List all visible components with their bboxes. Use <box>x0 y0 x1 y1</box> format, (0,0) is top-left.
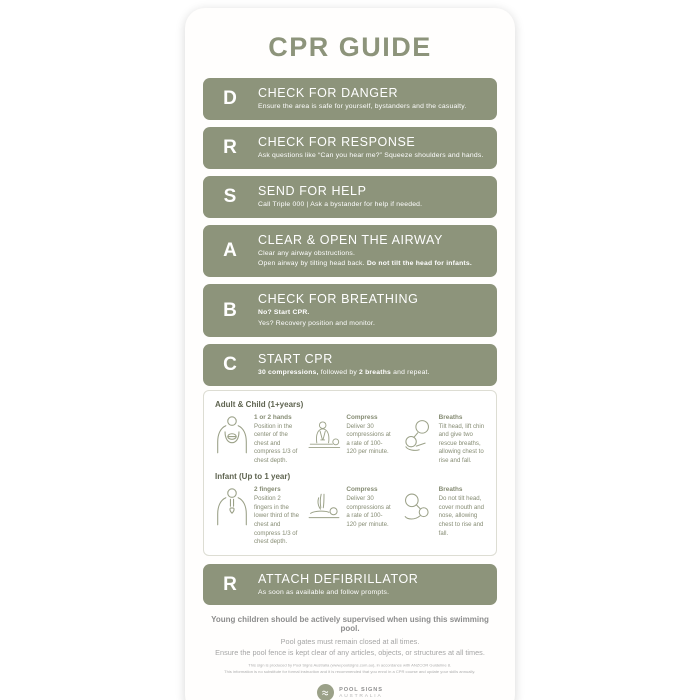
item-text <box>439 414 485 466</box>
step-letter: B <box>223 299 237 321</box>
step-subtext: Call Triple 000 | Ask a bystander for help if needed. <box>258 200 423 208</box>
step-heading: CHECK FOR DANGER <box>258 86 399 100</box>
logo-country: AUSTRALIA <box>339 693 383 699</box>
step-letter: R <box>223 136 237 158</box>
step-send-for-help <box>203 176 497 218</box>
step-subtext: Clear any airway obstructions. <box>258 249 356 257</box>
item-title: Compress <box>346 413 378 421</box>
item-desc: Deliver 30 compressions at a rate of 100-120 per minute. <box>346 495 391 528</box>
step-airway <box>203 225 497 278</box>
infant-finger-position-icon <box>215 486 249 528</box>
step-subtext: Ensure the area is safe for yourself, bystanders and the casualty. <box>258 103 467 110</box>
fineprint-block <box>213 663 488 675</box>
item-title: Breaths <box>438 413 463 421</box>
step-response <box>203 127 497 169</box>
step-letter: D <box>223 87 237 109</box>
item-desc: Position 2 fingers in the lower third of the chest and compress 1/3 of chest depth. <box>254 495 300 546</box>
technique-item <box>307 486 392 546</box>
item-desc: Do not tilt head, cover mouth and nose, allowing chest to rise and fall. <box>438 495 485 537</box>
item-desc: Position in the center of the chest and compress 1/3 of chest depth. <box>254 422 298 464</box>
logo-brand-name: POOL SIGNS <box>339 686 383 693</box>
logo-text <box>339 687 383 699</box>
step-subtext: Open airway by tilting head back. Do not tilt the head for infants. <box>258 260 472 268</box>
item-text <box>254 414 300 466</box>
item-title: Breaths <box>438 486 463 494</box>
technique-item <box>400 486 485 546</box>
sign-footer <box>203 615 497 700</box>
step-body <box>258 184 422 210</box>
adult-child-section <box>215 400 485 466</box>
infant-rescue-breaths-icon <box>400 486 434 528</box>
item-text <box>254 486 300 546</box>
adult-compression-icon <box>307 414 341 456</box>
pool-fence-rule: Ensure the pool fence is kept clear of any articles, objects, or structures at all times. <box>215 648 485 658</box>
item-title: 1 or 2 hands <box>254 413 292 421</box>
step-letter: C <box>223 353 237 375</box>
cpr-technique-panel <box>203 390 497 556</box>
step-body <box>258 572 418 598</box>
fineprint-producer: This sign is produced by Pool Signs Australia (www.poolsigns.com.au), in accordance with ANZCOR Guideline 8. <box>248 663 452 668</box>
step-heading: ATTACH DEFIBRILLATOR <box>258 571 419 586</box>
step-breathing <box>203 284 497 337</box>
pool-signs-australia-logo <box>203 684 497 700</box>
cpr-guide-sign <box>185 8 515 700</box>
item-title: Compress <box>346 486 378 494</box>
step-letter: S <box>223 185 237 207</box>
step-heading: CLEAR & OPEN THE AIRWAY <box>258 232 443 247</box>
step-body <box>258 292 418 329</box>
step-letter: A <box>223 239 237 261</box>
step-body <box>258 233 472 270</box>
step-start-cpr <box>203 344 497 386</box>
infant-section <box>215 472 485 546</box>
step-defibrillator <box>203 564 497 606</box>
step-letter: R <box>223 573 237 595</box>
step-heading: CHECK FOR BREATHING <box>258 292 419 307</box>
item-desc: Deliver 30 compressions at a rate of 100-120 per minute. <box>346 422 391 456</box>
adult-hand-position-icon <box>215 414 249 456</box>
step-subtext: 30 compressions, followed by 2 breaths and repeat. <box>258 368 430 376</box>
technique-item <box>400 414 485 466</box>
sign-title: CPR GUIDE <box>268 32 432 62</box>
infant-compression-icon <box>307 486 341 528</box>
pool-gates-rule: Pool gates must remain closed at all times. <box>280 637 420 647</box>
step-body <box>258 135 484 161</box>
step-subtext: Ask questions like “Can you hear me?” Squeeze shoulders and hands. <box>258 151 484 159</box>
item-text <box>346 414 392 457</box>
step-subtext: Yes? Recovery position and monitor. <box>258 320 376 328</box>
step-heading: CHECK FOR RESPONSE <box>258 134 416 149</box>
step-body <box>258 86 466 112</box>
step-subtext: As soon as available and follow prompts. <box>258 588 390 596</box>
step-subtext: No? Start CPR. <box>258 309 310 317</box>
item-text <box>439 486 485 538</box>
group-label: Infant (Up to 1 year) <box>215 472 291 482</box>
fineprint-disclaimer: This information is no substitute for formal instruction and it is recommended that you enrol in a CPR course and update your skills annually. <box>224 669 476 675</box>
technique-item <box>307 414 392 466</box>
item-desc: Tilt head, lift chin and give two rescue breaths, allowing chest to rise and fall. <box>438 422 485 464</box>
group-label: Adult & Child (1+years) <box>215 399 304 409</box>
step-heading: SEND FOR HELP <box>258 183 367 198</box>
step-body <box>258 352 430 378</box>
supervision-warning: Young children should be actively supervised when using this swimming pool. <box>211 615 489 634</box>
pool-signs-logo-icon <box>317 684 334 700</box>
technique-item <box>215 414 300 466</box>
technique-item <box>215 486 300 546</box>
adult-rescue-breaths-icon <box>400 414 434 456</box>
step-danger <box>203 78 497 120</box>
item-text <box>346 486 392 529</box>
step-heading: START CPR <box>258 351 333 366</box>
item-title: 2 fingers <box>254 486 281 494</box>
